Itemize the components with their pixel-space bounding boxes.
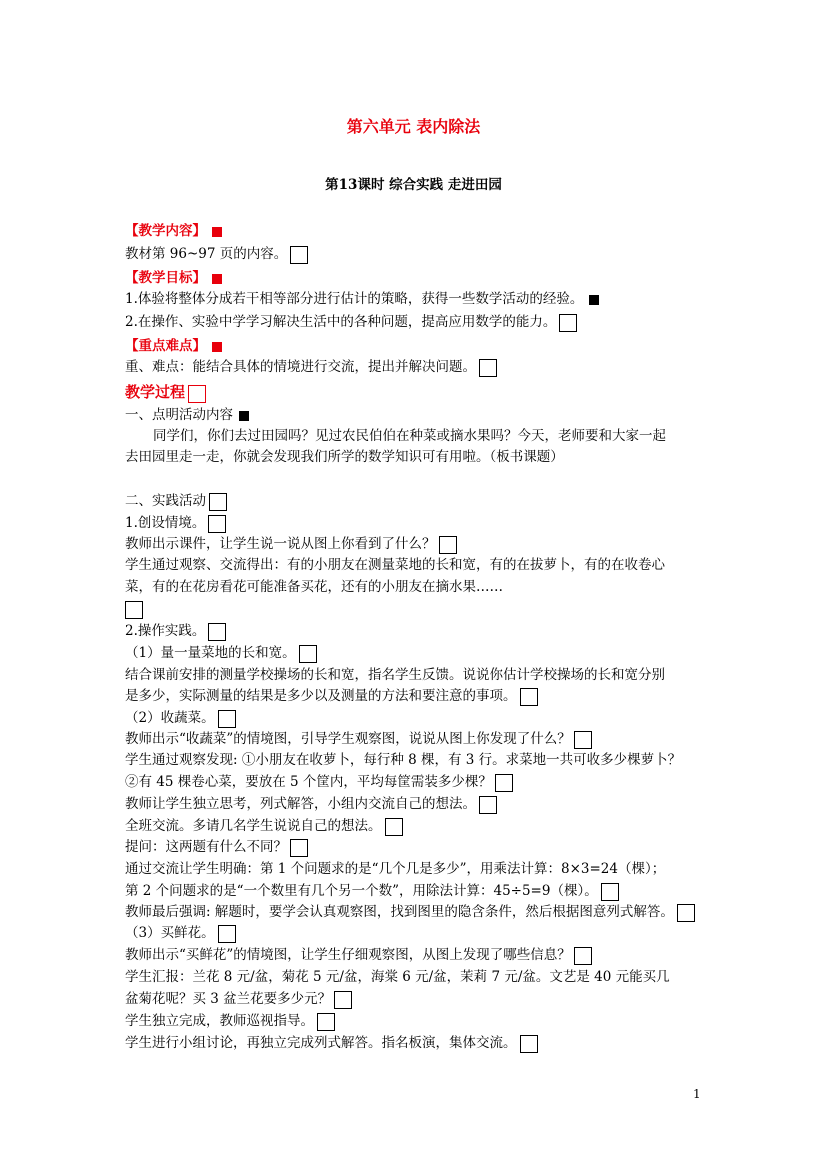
text-line xyxy=(125,664,665,686)
checkbox-icon xyxy=(317,1013,335,1031)
square-icon xyxy=(212,227,222,237)
checkbox-icon xyxy=(574,731,592,749)
checkbox-icon xyxy=(125,601,143,619)
text-line xyxy=(125,685,538,707)
line-text: 教师出示“买鲜花”的情境图，让学生仔细观察图，从图上发现了哪些信息？ xyxy=(125,947,571,963)
line-text: 学生汇报：兰花 8 元/盆，菊花 5 元/盆，海棠 6 元/盆，茉莉 7 元/盆。文艺是 40 元能买几 xyxy=(125,969,670,985)
section-label: 【教学内容】 xyxy=(125,223,206,239)
line-text: 二、实践活动 xyxy=(125,493,206,509)
checkbox-icon xyxy=(299,645,317,663)
line-text: 教师让学生独立思考，列式解答，小组内交流自己的想法。 xyxy=(125,796,476,812)
text-line xyxy=(125,356,497,378)
line-text: 盆菊花呢？买 3 盆兰花要多少元？ xyxy=(125,991,332,1007)
text-line xyxy=(125,1032,538,1054)
section-heading xyxy=(125,335,222,357)
checkbox-icon xyxy=(334,991,352,1009)
checkbox-icon xyxy=(574,947,592,965)
text-line xyxy=(125,446,564,468)
checkbox-icon xyxy=(601,883,619,901)
line-text: （1）量一量菜地的长和宽。 xyxy=(125,645,296,661)
square-icon xyxy=(212,342,222,352)
checkbox-icon xyxy=(209,493,227,511)
line-text: 第 2 个问题求的是“一个数里有几个另一个数”，用除法计算：45÷5=9（棵）。 xyxy=(125,883,598,899)
line-text: 2.操作实践。 xyxy=(125,623,206,639)
line-text: 1.创设情境。 xyxy=(125,515,206,531)
checkbox-icon xyxy=(188,385,206,403)
checkbox-icon xyxy=(479,796,497,814)
text-line xyxy=(125,707,236,729)
text-line xyxy=(125,512,226,534)
text-line xyxy=(125,901,695,923)
text-line xyxy=(125,771,513,793)
text-line xyxy=(125,988,352,1010)
line-text: 是多少，实际测量的结果是多少以及测量的方法和要注意的事项。 xyxy=(125,688,517,704)
section-heading xyxy=(125,381,206,404)
text-line xyxy=(125,642,317,664)
line-text: 学生通过观察、交流得出：有的小朋友在测量菜地的长和宽，有的在拔萝卜，有的在收卷心 xyxy=(125,557,665,573)
checkbox-icon xyxy=(385,818,403,836)
text-line xyxy=(125,598,143,620)
text-line xyxy=(125,533,457,555)
section-heading xyxy=(125,267,222,289)
text-line xyxy=(125,836,308,858)
text-line xyxy=(125,858,665,880)
square-icon xyxy=(589,295,599,305)
checkbox-icon xyxy=(520,688,538,706)
line-text: 教材第 96~97 页的内容。 xyxy=(125,246,288,262)
line-text: 提问：这两题有什么不同？ xyxy=(125,839,287,855)
text-line xyxy=(125,288,599,310)
section-label: 教学过程 xyxy=(125,383,186,401)
line-text: 教师最后强调: 解题时，要学会认真观察图，找到图里的隐含条件，然后根据图意列式解答。 xyxy=(125,904,674,920)
text-line xyxy=(125,576,503,598)
text-line xyxy=(125,490,227,512)
line-text: 一、点明活动内容 xyxy=(125,407,233,423)
checkbox-icon xyxy=(495,774,513,792)
unit-title: 第六单元 表内除法 xyxy=(346,117,481,136)
checkbox-icon xyxy=(439,536,457,554)
page-number: 1 xyxy=(693,1087,701,1101)
line-text: 全班交流。多请几名学生说说自己的想法。 xyxy=(125,818,382,834)
line-text: 通过交流让学生明确：第 1 个问题求的是“几个几是多少”，用乘法计算：8×3=24（棵）； xyxy=(125,861,666,877)
checkbox-icon xyxy=(479,359,497,377)
line-text: 菜，有的在花房看花可能准备买花，还有的小朋友在摘水果…… xyxy=(125,579,503,595)
section-heading xyxy=(125,220,222,242)
line-text: 学生进行小组讨论，再独立完成列式解答。指名板演，集体交流。 xyxy=(125,1035,517,1051)
checkbox-icon xyxy=(290,246,308,264)
checkbox-icon xyxy=(208,623,226,641)
square-icon xyxy=(239,411,249,421)
checkbox-icon xyxy=(520,1035,538,1053)
line-text: 1.体验将整体分成若干相等部分进行估计的策略，获得一些数学活动的经验。 xyxy=(125,291,584,307)
lesson-title: 第13课时 综合实践 走进田园 xyxy=(325,177,502,193)
text-line xyxy=(125,815,403,837)
text-line xyxy=(125,620,226,642)
line-text: 学生独立完成，教师巡视指导。 xyxy=(125,1013,314,1029)
square-icon xyxy=(212,274,222,284)
line-text: 去田园里走一走，你就会发现我们所学的数学知识可有用啦。（板书课题） xyxy=(125,449,564,465)
text-line xyxy=(125,922,236,944)
line-text: （3）买鲜花。 xyxy=(125,925,215,941)
line-text: （2）收蔬菜。 xyxy=(125,710,215,726)
line-text: ②有 45 棵卷心菜，要放在 5 个筐内，平均每筐需装多少棵？ xyxy=(125,774,492,790)
text-line xyxy=(125,749,681,771)
checkbox-icon xyxy=(218,710,236,728)
line-text: 结合课前安排的测量学校操场的长和宽，指名学生反馈。说说你估计学校操场的长和宽分别 xyxy=(125,667,665,683)
checkbox-icon xyxy=(559,314,577,332)
text-line xyxy=(125,728,592,750)
text-line xyxy=(125,1010,335,1032)
line-text: 教师出示课件，让学生说一说从图上你看到了什么？ xyxy=(125,536,436,552)
section-label: 【重点难点】 xyxy=(125,338,206,354)
line-text: 重、难点：能结合具体的情境进行交流，提出并解决问题。 xyxy=(125,359,476,375)
text-line xyxy=(125,793,497,815)
text-line xyxy=(125,880,619,902)
checkbox-icon xyxy=(218,925,236,943)
line-text: 教师出示“收蔬菜”的情境图，引导学生观察图，说说从图上你发现了什么？ xyxy=(125,731,571,747)
line-text: 学生通过观察发现: ①小朋友在收萝卜，每行种 8 棵，有 3 行。求菜地一共可收多少棵萝卜？ xyxy=(125,752,682,768)
section-label: 【教学目标】 xyxy=(125,270,206,286)
text-line xyxy=(125,243,308,265)
checkbox-icon xyxy=(290,839,308,857)
text-line xyxy=(125,554,665,576)
line-text: 同学们，你们去过田园吗？见过农民伯伯在种菜或摘水果吗？今天，老师要和大家一起 xyxy=(153,428,666,444)
checkbox-icon xyxy=(677,904,695,922)
text-line xyxy=(153,425,666,447)
checkbox-icon xyxy=(208,515,226,533)
text-line xyxy=(125,311,577,333)
text-line xyxy=(125,966,670,988)
line-text: 2.在操作、实验中学学习解决生活中的各种问题，提高应用数学的能力。 xyxy=(125,314,557,330)
text-line xyxy=(125,404,249,426)
text-line xyxy=(125,944,592,966)
